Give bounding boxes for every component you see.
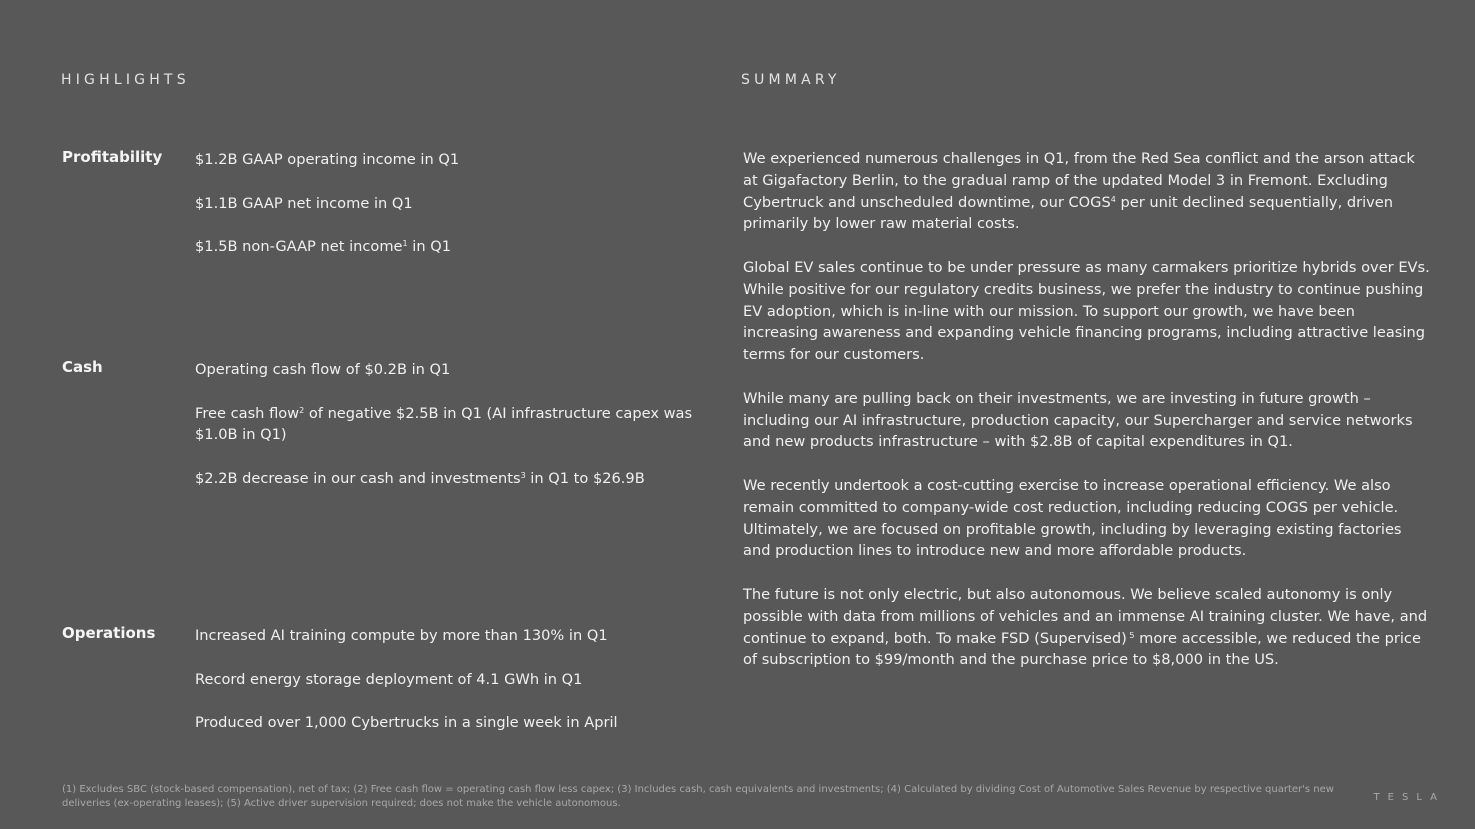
brand-logo: TESLA — [1373, 792, 1445, 803]
operations-list — [195, 625, 720, 756]
list-item: Produced over 1,000 Cybertrucks in a single week in April — [195, 714, 618, 732]
list-item: Operating cash flow of $0.2B in Q1 — [195, 361, 451, 378]
summary-heading: SUMMARY — [741, 72, 841, 88]
list-item: Increased AI training compute by more than 130% in Q1 — [195, 627, 608, 644]
profitability-label: Profitability — [62, 148, 163, 166]
cash-label: Cash — [62, 358, 103, 376]
cash-list — [195, 359, 720, 512]
list-item: $1.5B non-GAAP net income$^1$ in Q1 — [195, 238, 451, 256]
list-item: $1.1B GAAP net income in Q1 — [195, 194, 413, 212]
list-item: $1.2B GAAP operating income in Q1 — [195, 151, 460, 168]
highlights-heading: HIGHLIGHTS — [61, 72, 190, 88]
list-item: $2.2B decrease in our cash and investments$^3$ in Q1 to $26.9B — [195, 469, 645, 487]
list-item: Free cash flow$^2$ of negative $2.5B in Q1 (AI infrastructure capex was $1.0B in Q1) — [195, 404, 693, 444]
profitability-list — [195, 149, 720, 280]
footnote-ref: 1 — [402, 239, 408, 249]
summary-paragraph: We recently undertook a cost-cutting exercise to increase operational efficiency. We also remain committed to company-wide cost reduction, including reducing COGS per vehicle. Ultimately, we are focused on profitable growth, including by leveraging existing factories and production lines to introduce new and more affordable products. — [743, 476, 1402, 560]
footnote-ref: 3 — [520, 470, 526, 480]
summary-body — [743, 148, 1433, 693]
footnote-ref: 4 — [1110, 194, 1116, 204]
summary-paragraph: We experienced numerous challenges in Q1, from the Red Sea conflict and the arson attack at Gigafactory Berlin, to the gradual ramp of the updated Model 3 in Fremont. Excluding Cybertruck and unscheduled downtime, our COGS$^4$ per unit declined sequentially, driven primarily by lower raw material costs. — [743, 150, 1415, 233]
footnotes: (1) Excludes SBC (stock-based compensation), net of tax; (2) Free cash flow = operating cash flow less capex; (3) Includes cash, cash equivalents and investments; (4) Calculated by dividing Cost of Automotive Sales Revenue by respective quarter's new deliveries (ex-operating leases); (5) Active driver supervision required; does not make the vehicle autonomous. — [62, 784, 1334, 809]
operations-label: Operations — [62, 624, 156, 642]
summary-paragraph: Global EV sales continue to be under pressure as many carmakers prioritize hybrids over EVs. While positive for our regulatory credits business, we prefer the industry to continue pushing EV adoption, which is in-line with our mission. To support our growth, we have been increasing awareness and expanding vehicle financing programs, including attractive leasing terms for our customers. — [743, 258, 1430, 364]
summary-paragraph: While many are pulling back on their investments, we are investing in future growth – including our AI infrastructure, production capacity, our Supercharger and service networks and new products infrastructure – with $2.8B of capital expenditures in Q1. — [743, 389, 1413, 451]
footnote-ref: 2 — [299, 405, 305, 415]
summary-paragraph: The future is not only electric, but also autonomous. We believe scaled autonomy is only possible with data from millions of vehicles and an immense AI training cluster. We have, and continue to expand, both. To make FSD (Supervised) $^5$ more accessible, we reduced the price of subscription to $99/month and the purchase price to $8,000 in the US. — [743, 585, 1428, 669]
list-item: Record energy storage deployment of 4.1 GWh in Q1 — [195, 670, 583, 688]
footnote-ref: 5 — [1126, 630, 1135, 640]
